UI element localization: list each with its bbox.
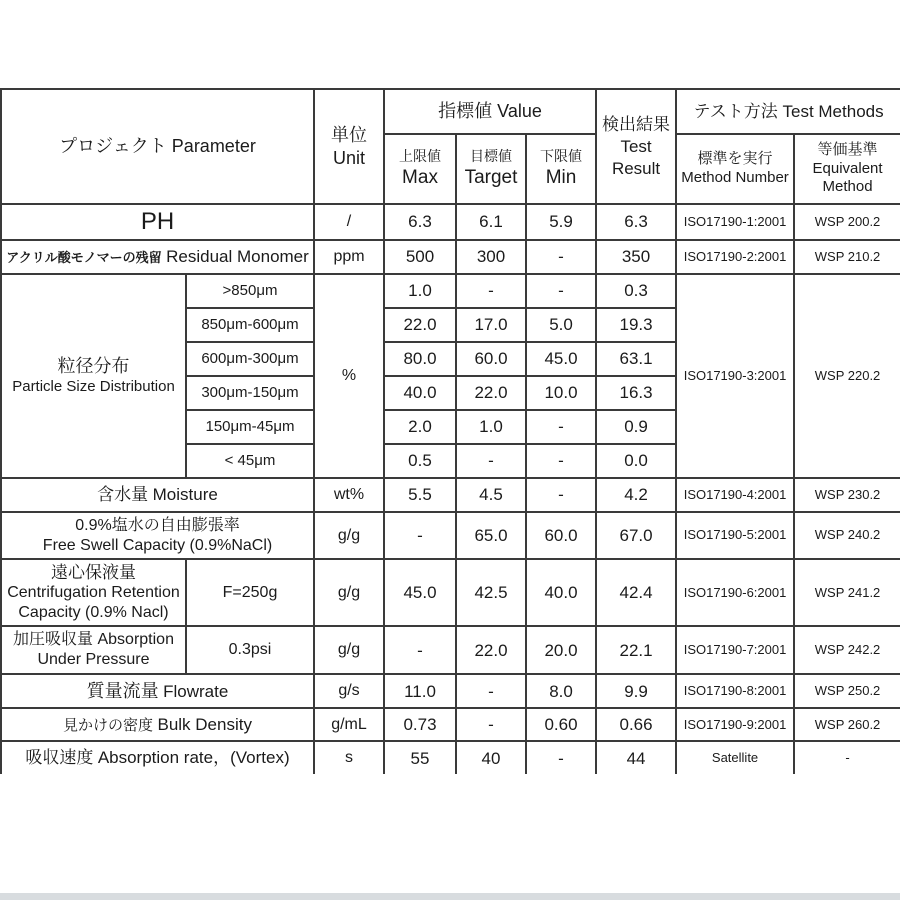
flowrate-label-en: Flowrate: [163, 681, 229, 701]
psd-range-0: >850μm: [186, 274, 314, 308]
residual-min: -: [526, 240, 596, 274]
header-equivalent: [794, 134, 900, 204]
free-swell-unit: g/g: [314, 512, 384, 559]
aup-label-en: Absorption Under Pressure: [37, 631, 174, 669]
absorption-rate-target: 40: [456, 741, 526, 774]
header-method-number-jp: 標準を実行: [697, 150, 773, 168]
psd-equiv: WSP 220.2: [794, 274, 900, 478]
moisture-label: [1, 478, 314, 512]
row-absorption-rate: [1, 741, 900, 774]
row-residual-monomer: [1, 240, 900, 274]
row-aup: [1, 626, 900, 674]
row-moisture: [1, 478, 900, 512]
flowrate-unit: g/s: [314, 674, 384, 708]
psd-min-4: -: [526, 410, 596, 444]
crc-equiv: WSP 241.2: [794, 559, 900, 626]
psd-max-4: 2.0: [384, 410, 456, 444]
absorption-rate-method: Satellite: [676, 741, 794, 774]
crc-target: 42.5: [456, 559, 526, 626]
header-value-group-label: 指標値 Value: [438, 101, 542, 121]
free-swell-label: [1, 512, 314, 559]
psd-min-5: -: [526, 444, 596, 478]
header-method-number: [676, 134, 794, 204]
bulk-density-min: 0.60: [526, 708, 596, 741]
crc-unit: g/g: [314, 559, 384, 626]
aup-result: 22.1: [596, 626, 676, 674]
flowrate-label: [1, 674, 314, 708]
crc-label-en: Centrifugation Retention Capacity (0.9% Nacl): [7, 584, 180, 622]
psd-result-4: 0.9: [596, 410, 676, 444]
flowrate-equiv: WSP 250.2: [794, 674, 900, 708]
psd-result-5: 0.0: [596, 444, 676, 478]
aup-method: ISO17190-7:2001: [676, 626, 794, 674]
psd-range-3: 300μm-150μm: [186, 376, 314, 410]
free-swell-max: -: [384, 512, 456, 559]
header-parameter-label: プロジェクト Parameter: [59, 136, 256, 156]
absorption-rate-result: 44: [596, 741, 676, 774]
free-swell-min: 60.0: [526, 512, 596, 559]
header-target-jp: 目標値: [470, 148, 512, 165]
aup-equiv: WSP 242.2: [794, 626, 900, 674]
absorption-rate-label: [1, 741, 314, 774]
flowrate-max: 11.0: [384, 674, 456, 708]
header-target-en: Target: [464, 166, 518, 188]
absorption-rate-equiv: -: [794, 741, 900, 774]
flowrate-min: 8.0: [526, 674, 596, 708]
ph-method: ISO17190-1:2001: [676, 204, 794, 240]
psd-target-5: -: [456, 444, 526, 478]
psd-target-1: 17.0: [456, 308, 526, 342]
header-target: [456, 134, 526, 204]
crc-condition: F=250g: [186, 559, 314, 626]
moisture-label-jp: 含水量: [97, 485, 149, 504]
psd-method: ISO17190-3:2001: [676, 274, 794, 478]
header-unit-en: Unit: [332, 147, 365, 168]
flowrate-target: -: [456, 674, 526, 708]
psd-min-3: 10.0: [526, 376, 596, 410]
psd-max-5: 0.5: [384, 444, 456, 478]
moisture-label-en: Moisture: [152, 485, 218, 504]
moisture-max: 5.5: [384, 478, 456, 512]
moisture-unit: wt%: [314, 478, 384, 512]
header-methods-group: [676, 89, 900, 134]
residual-label-jp: アクリル酸モノマーの残留: [6, 250, 162, 265]
aup-min: 20.0: [526, 626, 596, 674]
free-swell-result: 67.0: [596, 512, 676, 559]
absorption-rate-max: 55: [384, 741, 456, 774]
residual-label-en: Residual Monomer: [166, 247, 309, 266]
crc-min: 40.0: [526, 559, 596, 626]
psd-label-jp: 粒径分布: [57, 356, 130, 377]
psd-label-en: Particle Size Distribution: [12, 377, 175, 395]
ph-label: PH: [1, 204, 314, 240]
row-bulk-density: [1, 708, 900, 741]
psd-max-1: 22.0: [384, 308, 456, 342]
moisture-min: -: [526, 478, 596, 512]
psd-max-0: 1.0: [384, 274, 456, 308]
psd-target-2: 60.0: [456, 342, 526, 376]
moisture-target: 4.5: [456, 478, 526, 512]
ph-min: 5.9: [526, 204, 596, 240]
bulk-density-label: [1, 708, 314, 741]
header-methods-group-label: テスト方法 Test Methods: [693, 101, 884, 121]
crc-result: 42.4: [596, 559, 676, 626]
aup-label: [1, 626, 186, 674]
absorption-rate-label-en: Absorption rate，(Vortex): [97, 748, 290, 768]
moisture-method: ISO17190-4:2001: [676, 478, 794, 512]
bottom-strip: [0, 893, 900, 900]
psd-target-4: 1.0: [456, 410, 526, 444]
header-min-jp: 下限値: [540, 148, 583, 165]
residual-label: [1, 240, 314, 274]
residual-method: ISO17190-2:2001: [676, 240, 794, 274]
ph-max: 6.3: [384, 204, 456, 240]
aup-max: -: [384, 626, 456, 674]
ph-unit: /: [314, 204, 384, 240]
bulk-density-label-jp: 見かけの密度: [63, 716, 154, 734]
header-max-jp: 上限値: [399, 148, 441, 165]
bulk-density-method: ISO17190-9:2001: [676, 708, 794, 741]
bulk-density-max: 0.73: [384, 708, 456, 741]
residual-max: 500: [384, 240, 456, 274]
psd-result-3: 16.3: [596, 376, 676, 410]
aup-label-jp: 加圧吸収量: [13, 631, 94, 649]
row-psd-fraction-0: [1, 274, 900, 308]
row-ph: [1, 204, 900, 240]
header-row-groups: [1, 89, 900, 134]
aup-condition: 0.3psi: [186, 626, 314, 674]
header-unit-jp: 単位: [331, 125, 367, 145]
free-swell-target: 65.0: [456, 512, 526, 559]
bulk-density-result: 0.66: [596, 708, 676, 741]
header-equivalent-en: Equivalent Method: [812, 159, 883, 196]
header-min-en: Min: [545, 166, 577, 188]
psd-label: [1, 274, 186, 478]
ph-target: 6.1: [456, 204, 526, 240]
free-swell-method: ISO17190-5:2001: [676, 512, 794, 559]
psd-max-3: 40.0: [384, 376, 456, 410]
psd-min-1: 5.0: [526, 308, 596, 342]
bulk-density-equiv: WSP 260.2: [794, 708, 900, 741]
psd-range-4: 150μm-45μm: [186, 410, 314, 444]
psd-unit: %: [314, 274, 384, 478]
header-parameter: [1, 89, 314, 204]
row-flowrate: [1, 674, 900, 708]
crc-method: ISO17190-6:2001: [676, 559, 794, 626]
row-crc: [1, 559, 900, 626]
psd-target-0: -: [456, 274, 526, 308]
absorption-rate-label-jp: 吸収速度: [25, 748, 94, 768]
aup-unit: g/g: [314, 626, 384, 674]
flowrate-method: ISO17190-8:2001: [676, 674, 794, 708]
crc-label: [1, 559, 186, 626]
header-test-result-label: 検出結果 Test Result: [602, 114, 671, 178]
free-swell-label-jp: 0.9%塩水の自由膨張率: [75, 516, 240, 534]
header-min: [526, 134, 596, 204]
flowrate-result: 9.9: [596, 674, 676, 708]
psd-range-2: 600μm-300μm: [186, 342, 314, 376]
crc-max: 45.0: [384, 559, 456, 626]
residual-result: 350: [596, 240, 676, 274]
header-method-number-en: Method Number: [681, 169, 789, 186]
header-max: [384, 134, 456, 204]
aup-target: 22.0: [456, 626, 526, 674]
moisture-result: 4.2: [596, 478, 676, 512]
flowrate-label-jp: 質量流量: [86, 680, 159, 701]
absorption-rate-min: -: [526, 741, 596, 774]
bulk-density-unit: g/mL: [314, 708, 384, 741]
row-free-swell: [1, 512, 900, 559]
free-swell-equiv: WSP 240.2: [794, 512, 900, 559]
bulk-density-label-en: Bulk Density: [157, 714, 252, 734]
crc-label-jp: 遠心保液量: [51, 563, 136, 582]
spec-table: [0, 88, 900, 774]
psd-min-0: -: [526, 274, 596, 308]
header-value-group: [384, 89, 596, 134]
ph-equiv: WSP 200.2: [794, 204, 900, 240]
free-swell-label-en: Free Swell Capacity (0.9%NaCl): [42, 536, 273, 554]
psd-target-3: 22.0: [456, 376, 526, 410]
ph-result: 6.3: [596, 204, 676, 240]
header-equivalent-jp: 等価基準: [817, 140, 878, 158]
psd-max-2: 80.0: [384, 342, 456, 376]
psd-result-2: 63.1: [596, 342, 676, 376]
header-max-en: Max: [402, 166, 438, 188]
residual-unit: ppm: [314, 240, 384, 274]
psd-result-0: 0.3: [596, 274, 676, 308]
bulk-density-target: -: [456, 708, 526, 741]
moisture-equiv: WSP 230.2: [794, 478, 900, 512]
psd-range-5: < 45μm: [186, 444, 314, 478]
psd-range-1: 850μm-600μm: [186, 308, 314, 342]
header-unit: [314, 89, 384, 204]
psd-result-1: 19.3: [596, 308, 676, 342]
psd-min-2: 45.0: [526, 342, 596, 376]
absorption-rate-unit: s: [314, 741, 384, 774]
residual-equiv: WSP 210.2: [794, 240, 900, 274]
header-test-result: [596, 89, 676, 204]
residual-target: 300: [456, 240, 526, 274]
